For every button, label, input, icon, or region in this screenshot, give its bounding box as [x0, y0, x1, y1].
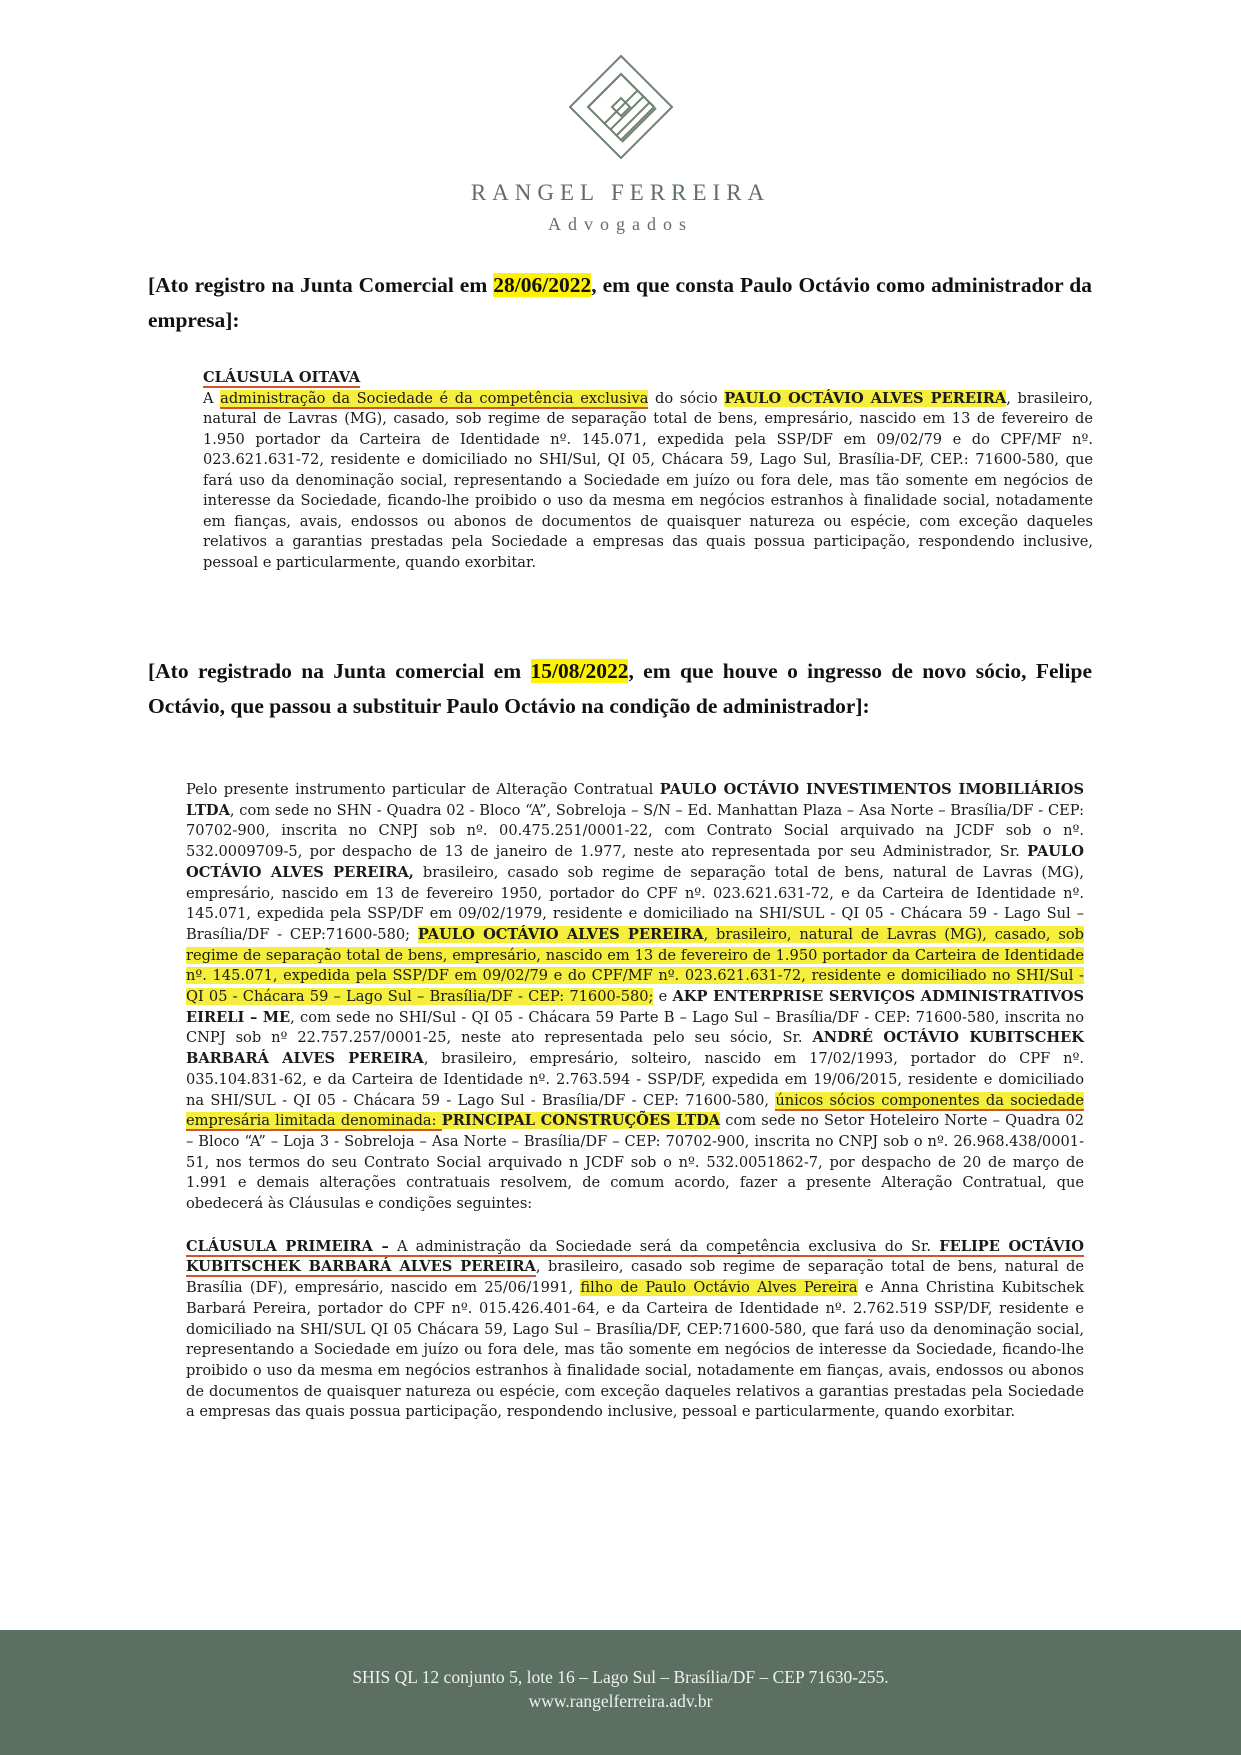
- firm-name: RANGEL FERREIRA: [470, 180, 771, 205]
- page-footer: [0, 1630, 1241, 1755]
- alteracao-contratual-excerpt: [186, 780, 1084, 1423]
- registration-date-1: 28/06/2022: [493, 273, 592, 297]
- firm-subtitle: Advogados: [548, 214, 693, 234]
- clause-title: CLÁUSULA OITAVA: [203, 369, 361, 386]
- letterhead: [0, 52, 1241, 235]
- preamble-paragraph: Pelo presente instrumento particular de Alteração Contratual PAULO OCTÁVIO INVESTIMENTOS IMOBILIÁRIOS LTDA, com sede no SHN - Quadra 02 - Bloco “A”, Sobreloja – S/N – Ed. Manhattan Plaza – Asa Norte – Brasília/DF - CEP: 70702-900, inscrita no CNPJ sob nº. 00.475.251/0001-22, com Contrato Social arquivado na JCDF sob o nº. 532.0009709-5, por despacho de 13 de janeiro de 1.977, neste ato representada por seu Administrador, Sr. PAULO OCTÁVIO ALVES PEREIRA, brasileiro, casado sob regime de separação total de bens, natural de Lavras (MG), empresário, nascido em 13 de fevereiro 1950, portador do CPF nº. 023.621.631-72, e da Carteira de Identidade nº. 145.071, expedida pela SSP/DF em 09/02/1979, residente e domiciliado na SHI/SUL - QI 05 - Chácara 59 - Lago Sul – Brasília/DF - CEP:71600-580; PAULO OCTÁVIO ALVES PEREIRA, brasileiro, natural de Lavras (MG), casado, sob regime de separação total de bens, empresário, nascido em 13 de fevereiro de 1.950 portador da Carteira de Identidade nº. 145.071, expedida pela SSP/DF em 09/02/79 e do CPF/MF nº. 023.621.631-72, residente e domiciliado no SHI/Sul - QI 05 - Chácara 59 – Lago Sul – Brasília/DF - CEP: 71600-580; e AKP ENTERPRISE SERVIÇOS ADMINISTRATIVOS EIRELI – ME, com sede no SHI/Sul - QI 05 - Chácara 59 Parte B – Lago Sul – Brasília/DF - CEP: 71600-580, inscrita no CNPJ sob nº 22.757.257/0001-25, neste ato representada pelo seu sócio, Sr. ANDRÉ OCTÁVIO KUBITSCHEK BARBARÁ ALVES PEREIRA, brasileiro, empresário, solteiro, nascido em 17/02/1993, portador do CPF nº. 035.104.831-62, e da Carteira de Identidade nº. 2.763.594 - SSP/DF, expedida em 19/06/2015, residente e domiciliado na SHI/SUL - QI 05 - Chácara 59 - Lago Sul - Brasília/DF - CEP: 71600-580, únicos sócios componentes da sociedade empresária limitada denominada: PRINCIPAL CONSTRUÇÕES LTDA com sede no Setor Hoteleiro Norte – Quadra 02 – Bloco “A” – Loja 3 - Sobreloja – Asa Norte – Brasília/DF – CEP: 70702-900, inscrita no CNPJ sob o nº. 26.968.438/0001-51, nos termos do seu Contrato Social arquivado n JCDF sob o nº. 532.0051862-7, por despacho de 20 de março de 1.991 e demais alterações contratuais resolvem, de comum acordo, fazer a presente Alteração Contratual, que obedecerá às Cláusulas e condições seguintes:: [186, 781, 1085, 1213]
- section2-intro: [Ato registrado na Junta comercial em 15/08/2022, em que houve o ingresso de novo sócio, Felipe Octávio, que passou a substituir Paulo Octávio na condição de administrador]:: [148, 659, 1092, 718]
- registration-date-2: 15/08/2022: [530, 659, 629, 683]
- section1-intro: [Ato registro na Junta Comercial em 28/06/2022, em que consta Paulo Octávio como administrador da empresa]:: [148, 273, 1092, 332]
- firm-logo-icon: [566, 52, 676, 162]
- clausula-primeira: CLÁUSULA PRIMEIRA – A administração da Sociedade será da competência exclusiva do Sr. FELIPE OCTÁVIO KUBITSCHEK BARBARÁ ALVES PEREIRA, brasileiro, casado sob regime de separação total de bens, natural de Brasília (DF), empresário, nascido em 25/06/1991, filho de Paulo Octávio Alves Pereira e Anna Christina Kubitschek Barbará Pereira, portador do CPF nº. 015.426.401-64, e da Carteira de Identidade nº. 2.762.519 SSP/DF, residente e domiciliado na SHI/SUL QI 05 Chácara 59, Lago Sul – Brasília/DF, CEP:71600-580, que fará uso da denominação social, representando a Sociedade em juízo ou fora dele, mas tão somente em negócios de interesse da Sociedade, ficando-lhe proibido o uso da mesma em negócios estranhos à finalidade social, notadamente em fianças, avais, endossos ou abonos de documentos de quaisquer natureza ou espécie, com exceção daqueles relativos a garantias prestadas pela Sociedade a empresas das quais possua participação, respondendo inclusive, pessoal e particularmente, quando exorbitar.: [186, 1237, 1085, 1421]
- clause-body: A administração da Sociedade é da competência exclusiva do sócio PAULO OCTÁVIO ALVES PEREIRA, brasileiro, natural de Lavras (MG), casado, sob regime de separação total de bens, empresário, nascido em 13 de fevereiro de 1.950 portador da Carteira de Identidade nº. 145.071, expedida pela SSP/DF em 09/02/79 e do CPF/MF nº. 023.621.631-72, residente e domiciliado no SHI/Sul, QI 05, Chácara 59, Lago Sul, Brasília-DF, CEP.: 71600-580, que fará uso da denominação social, representando a Sociedade em juízo ou fora dele, mas tão somente em negócios de interesse da Sociedade, ficando-lhe proibido o uso da mesma em negócios estranhos à finalidade social, notadamente em fianças, avais, endossos ou abonos de documentos de quaisquer natureza ou espécie, com exceção daqueles relativos a garantias prestadas pela Sociedade a empresas das quais possua participação, respondendo inclusive, pessoal e particularmente, quando exorbitar.: [203, 389, 1094, 571]
- footer-website: www.rangelferreira.adv.br: [528, 1691, 713, 1711]
- clausula-oitava-excerpt: [203, 368, 1093, 573]
- footer-address: SHIS QL 12 conjunto 5, lote 16 – Lago Sul – Brasília/DF – CEP 71630-255.: [352, 1667, 889, 1687]
